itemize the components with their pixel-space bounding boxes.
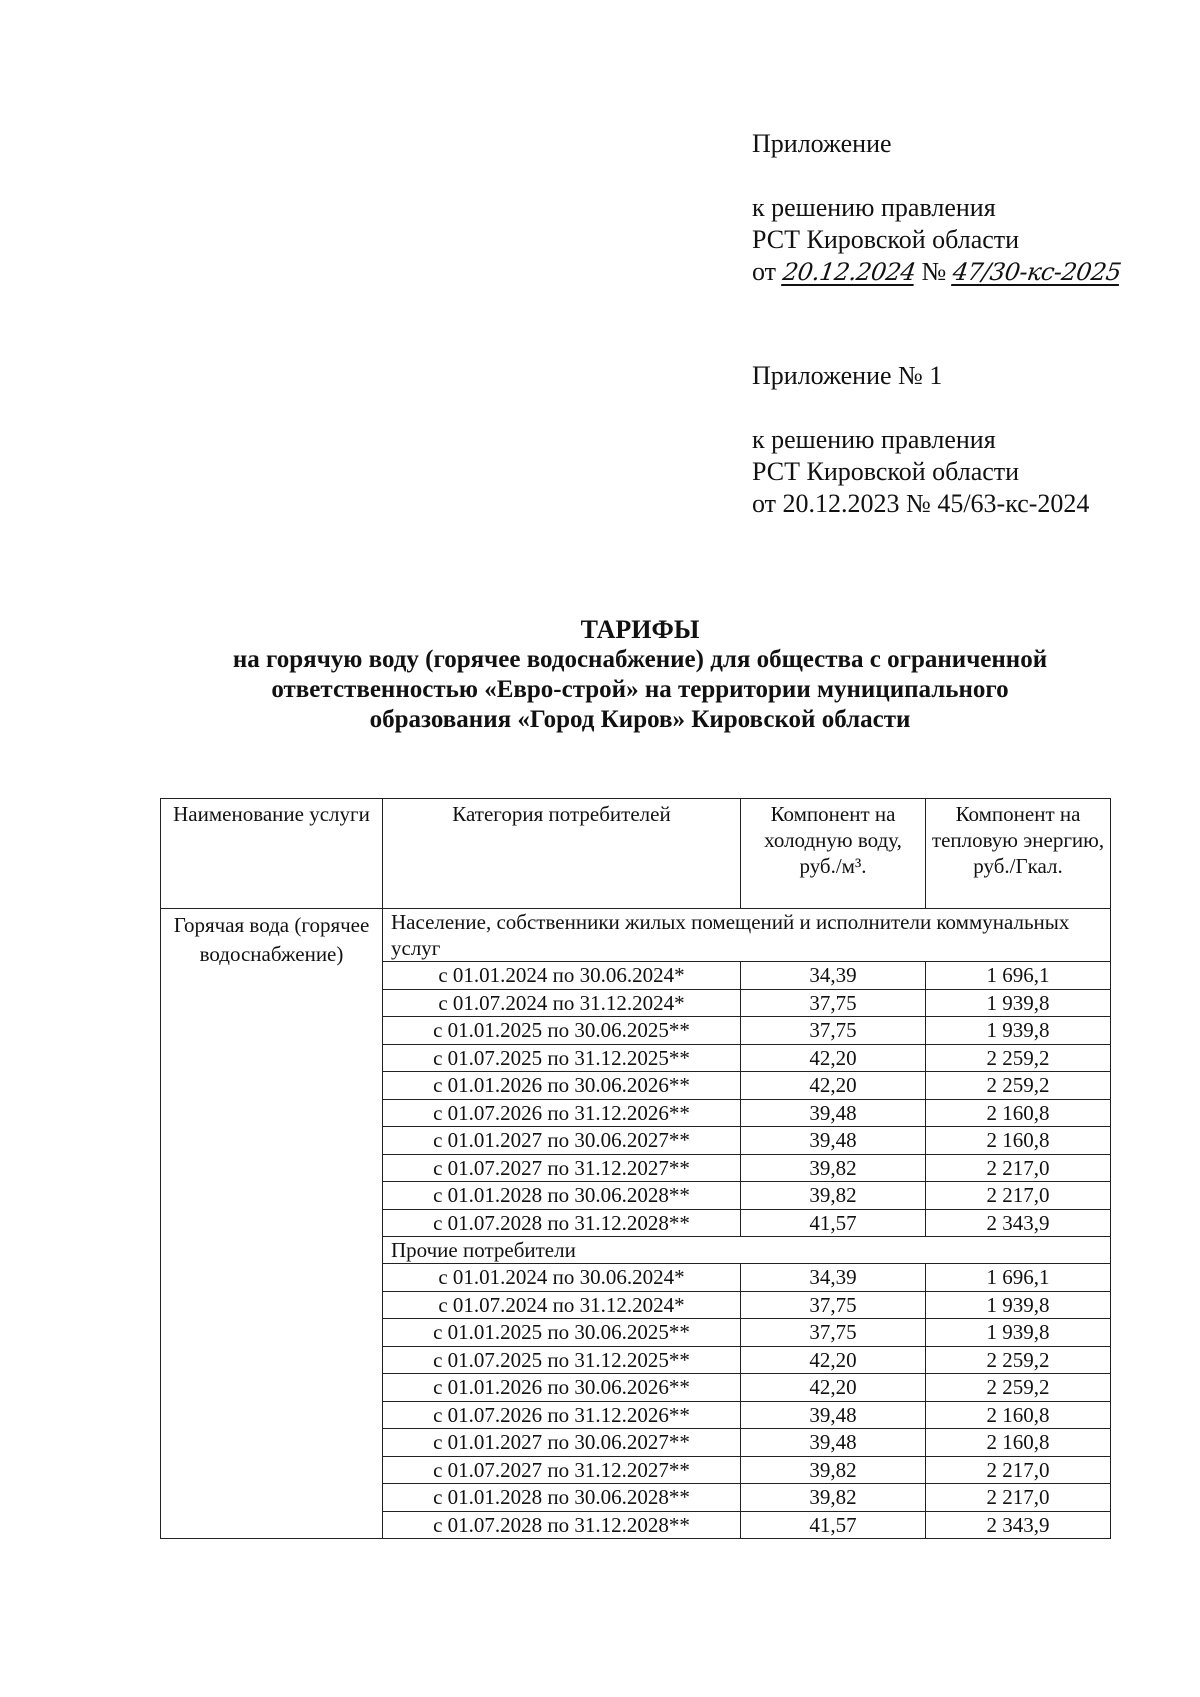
header-category: Категория потребителей [383, 799, 741, 909]
number-sign: № [921, 257, 947, 286]
period-cell: с 01.01.2025 по 30.06.2025** [383, 1319, 741, 1347]
heat-cell: 2 259,2 [926, 1346, 1111, 1374]
handwritten-number: 47/30-кс-2025 [950, 258, 1123, 286]
heat-cell: 2 343,9 [926, 1209, 1111, 1237]
service-name-cell: Горячая вода (горячее водоснабжение) [161, 909, 383, 1539]
cold-water-cell: 34,39 [741, 1264, 926, 1292]
period-cell: с 01.07.2027 по 31.12.2027** [383, 1154, 741, 1182]
period-cell: с 01.07.2024 по 31.12.2024* [383, 1291, 741, 1319]
annex-1-line3: от 20.12.2023 № 45/63-кс-2024 [752, 489, 1090, 518]
header-service: Наименование услуги [161, 799, 383, 909]
header-cold-water: Компонент на холодную воду, руб./м³. [741, 799, 926, 909]
cold-water-cell: 39,48 [741, 1099, 926, 1127]
cold-water-cell: 37,75 [741, 1319, 926, 1347]
heat-cell: 2 259,2 [926, 1072, 1111, 1100]
heat-cell: 1 939,8 [926, 1017, 1111, 1045]
annex-top-line1: к решению правления [752, 193, 996, 222]
period-cell: с 01.07.2027 по 31.12.2027** [383, 1456, 741, 1484]
heat-cell: 1 939,8 [926, 1291, 1111, 1319]
heat-cell: 2 160,8 [926, 1429, 1111, 1457]
consumer-group-label: Население, собственники жилых помещений и исполнители коммунальных услуг [383, 909, 1111, 962]
annex-top-date-line [752, 256, 1121, 288]
cold-water-cell: 37,75 [741, 1291, 926, 1319]
annex-top-line2: РСТ Кировской области [752, 225, 1020, 254]
cold-water-cell: 41,57 [741, 1511, 926, 1539]
title-line2: ответственностью «Евро-строй» на территории муниципального [271, 676, 1009, 703]
period-cell: с 01.07.2026 по 31.12.2026** [383, 1401, 741, 1429]
cold-water-cell: 39,48 [741, 1429, 926, 1457]
heat-cell: 1 939,8 [926, 989, 1111, 1017]
cold-water-cell: 34,39 [741, 962, 926, 990]
cold-water-cell: 41,57 [741, 1209, 926, 1237]
heat-cell: 2 217,0 [926, 1154, 1111, 1182]
cold-water-cell: 37,75 [741, 1017, 926, 1045]
heat-cell: 1 696,1 [926, 962, 1111, 990]
period-cell: с 01.07.2024 по 31.12.2024* [383, 989, 741, 1017]
table-body [161, 909, 1111, 1539]
tariff-table [160, 798, 1111, 1539]
period-cell: с 01.01.2028 по 30.06.2028** [383, 1182, 741, 1210]
cold-water-cell: 39,82 [741, 1484, 926, 1512]
heat-cell: 2 343,9 [926, 1511, 1111, 1539]
annex-top-title: Приложение [752, 129, 892, 158]
annex-1 [752, 360, 1089, 520]
heat-cell: 1 696,1 [926, 1264, 1111, 1292]
heat-cell: 2 217,0 [926, 1182, 1111, 1210]
period-cell: с 01.01.2027 по 30.06.2027** [383, 1429, 741, 1457]
cold-water-cell: 39,82 [741, 1456, 926, 1484]
annex-top [752, 128, 1121, 288]
heat-cell: 2 217,0 [926, 1484, 1111, 1512]
period-cell: с 01.07.2028 по 31.12.2028** [383, 1209, 741, 1237]
heat-cell: 2 160,8 [926, 1401, 1111, 1429]
annex-1-line2: РСТ Кировской области [752, 457, 1020, 486]
cold-water-cell: 42,20 [741, 1072, 926, 1100]
heat-cell: 2 160,8 [926, 1099, 1111, 1127]
annex-1-title: Приложение № 1 [752, 361, 943, 390]
heat-cell: 2 160,8 [926, 1127, 1111, 1155]
heat-cell: 1 939,8 [926, 1319, 1111, 1347]
table-header-row [161, 799, 1111, 909]
cold-water-cell: 42,20 [741, 1044, 926, 1072]
group-row [161, 909, 1111, 962]
title-main: ТАРИФЫ [580, 615, 700, 644]
consumer-group-label: Прочие потребители [383, 1237, 1111, 1264]
annex-1-line1: к решению правления [752, 425, 996, 454]
heat-cell: 2 217,0 [926, 1456, 1111, 1484]
period-cell: с 01.01.2028 по 30.06.2028** [383, 1484, 741, 1512]
cold-water-cell: 39,48 [741, 1127, 926, 1155]
period-cell: с 01.07.2025 по 31.12.2025** [383, 1346, 741, 1374]
document-title [60, 615, 1200, 735]
heat-cell: 2 259,2 [926, 1374, 1111, 1402]
from-prefix: от [752, 257, 777, 286]
header-heat: Компонент на тепловую энергию, руб./Гкал. [926, 799, 1111, 909]
period-cell: с 01.01.2027 по 30.06.2027** [383, 1127, 741, 1155]
cold-water-cell: 39,82 [741, 1154, 926, 1182]
title-line3: образования «Город Киров» Кировской области [369, 706, 911, 733]
title-line1: на горячую воду (горячее водоснабжение) для общества с ограниченной [232, 646, 1048, 673]
period-cell: с 01.07.2026 по 31.12.2026** [383, 1099, 741, 1127]
period-cell: с 01.07.2028 по 31.12.2028** [383, 1511, 741, 1539]
period-cell: с 01.01.2026 по 30.06.2026** [383, 1072, 741, 1100]
cold-water-cell: 42,20 [741, 1346, 926, 1374]
cold-water-cell: 39,82 [741, 1182, 926, 1210]
handwritten-date: 20.12.2024 [780, 258, 917, 286]
period-cell: с 01.07.2025 по 31.12.2025** [383, 1044, 741, 1072]
period-cell: с 01.01.2025 по 30.06.2025** [383, 1017, 741, 1045]
cold-water-cell: 39,48 [741, 1401, 926, 1429]
cold-water-cell: 37,75 [741, 989, 926, 1017]
period-cell: с 01.01.2026 по 30.06.2026** [383, 1374, 741, 1402]
period-cell: с 01.01.2024 по 30.06.2024* [383, 1264, 741, 1292]
cold-water-cell: 42,20 [741, 1374, 926, 1402]
heat-cell: 2 259,2 [926, 1044, 1111, 1072]
period-cell: с 01.01.2024 по 30.06.2024* [383, 962, 741, 990]
